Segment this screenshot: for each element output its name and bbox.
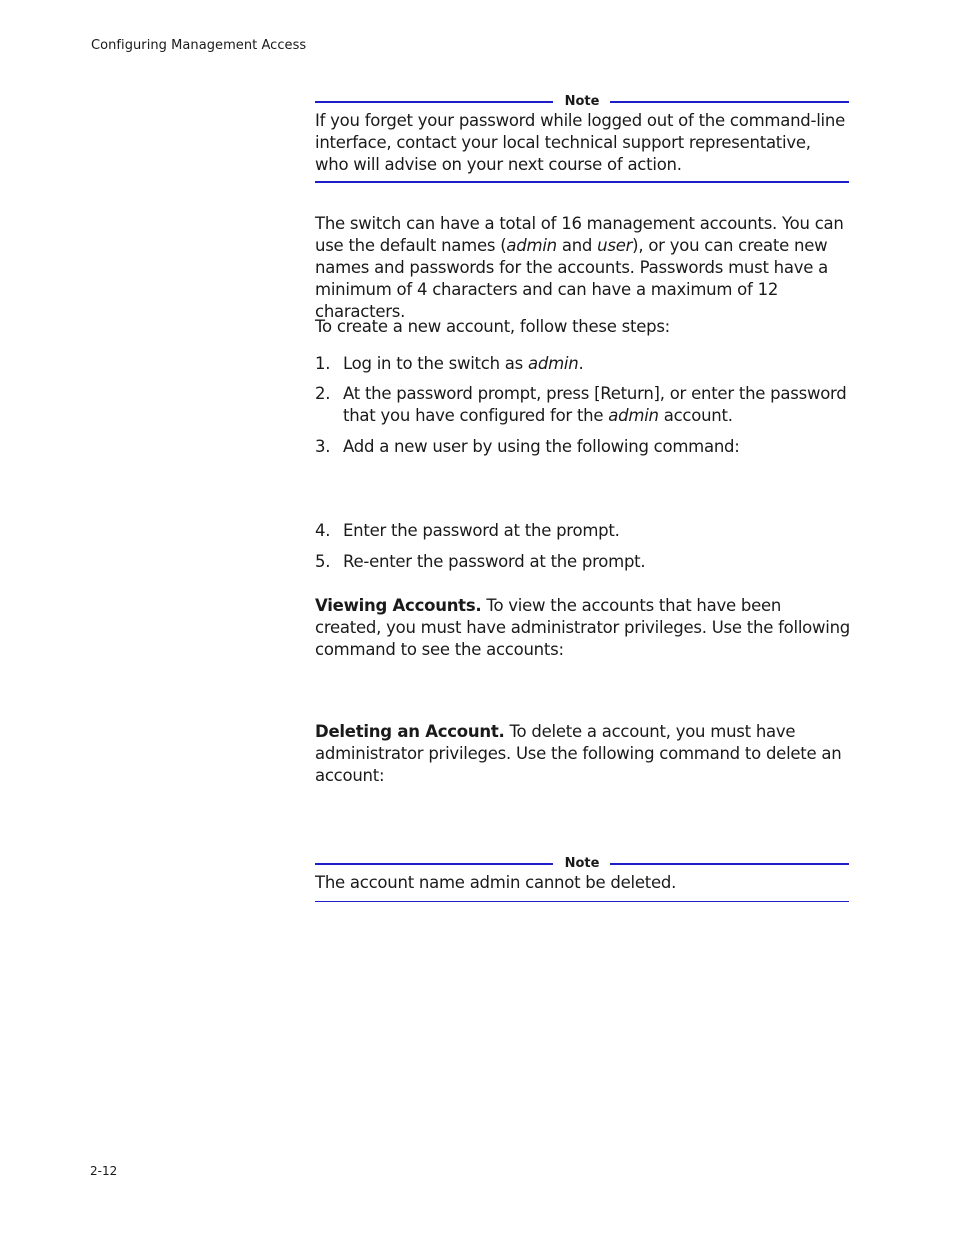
step-text xyxy=(343,383,851,427)
viewing-accounts-heading: Viewing Accounts. xyxy=(315,596,482,615)
list-item xyxy=(315,383,851,427)
step-number: 4. xyxy=(315,521,331,540)
step-text: Re-enter the password at the prompt. xyxy=(343,552,646,571)
list-item xyxy=(315,520,851,542)
step-text-emphasis: admin xyxy=(608,406,659,425)
deleting-account-paragraph xyxy=(315,721,851,787)
viewing-accounts-text: To view the accounts that have been created, you must have administrator privileges. Use the following command to see the accounts: xyxy=(315,596,851,659)
deleting-account-text: To delete a account, you must have administrator privileges. Use the following command to delete an account: xyxy=(315,722,842,785)
list-item xyxy=(315,436,851,458)
note-heading xyxy=(315,856,849,872)
step-text xyxy=(343,353,851,375)
step-text: Add a new user by using the following command: xyxy=(343,437,740,456)
step-number: 3. xyxy=(315,437,331,456)
note-text: If you forget your password while logged out of the command-line interface, contact your local technical support representative, who will advise on your next course of action. xyxy=(315,110,849,183)
step-text-post: account. xyxy=(658,406,733,425)
note-label: Note xyxy=(564,94,600,109)
page-number: 2-12 xyxy=(90,1164,118,1178)
note-heading xyxy=(315,94,849,110)
intro-paragraph xyxy=(315,213,851,323)
intro-text-part2: ), or you can create new names and passwords for the accounts. Passwords must have a minimum of 4 characters and can have a maximum of 12 characters. xyxy=(315,236,829,321)
note-rule-right xyxy=(610,101,849,103)
note-box xyxy=(315,856,849,902)
step-number: 2. xyxy=(315,384,331,403)
step-text: Enter the password at the prompt. xyxy=(343,521,620,540)
step-number: 1. xyxy=(315,354,331,373)
note-box xyxy=(315,94,849,183)
step-number: 5. xyxy=(315,552,331,571)
intro-text-part1: The switch can have a total of 16 management accounts. You can use the default names ( xyxy=(315,214,844,255)
step-text-pre: Log in to the switch as xyxy=(343,354,529,373)
running-header: Configuring Management Access xyxy=(91,38,307,53)
step-text-post: . xyxy=(578,354,584,373)
deleting-account-heading: Deleting an Account. xyxy=(315,722,505,741)
note-label: Note xyxy=(564,856,600,871)
intro-user-term: user xyxy=(597,236,633,255)
intro-and: and xyxy=(556,236,598,255)
step-text-emphasis: admin xyxy=(528,354,579,373)
viewing-accounts-paragraph xyxy=(315,595,851,661)
intro-admin-term: admin xyxy=(506,236,557,255)
list-item xyxy=(315,353,851,375)
steps-intro: To create a new account, follow these steps: xyxy=(315,317,670,336)
step-text-pre: At the password prompt, press [Return], or enter the password that you have configured for the xyxy=(343,384,847,425)
note-text: The account name admin cannot be deleted. xyxy=(315,872,849,902)
note-rule-right xyxy=(610,863,849,865)
list-item xyxy=(315,551,851,573)
